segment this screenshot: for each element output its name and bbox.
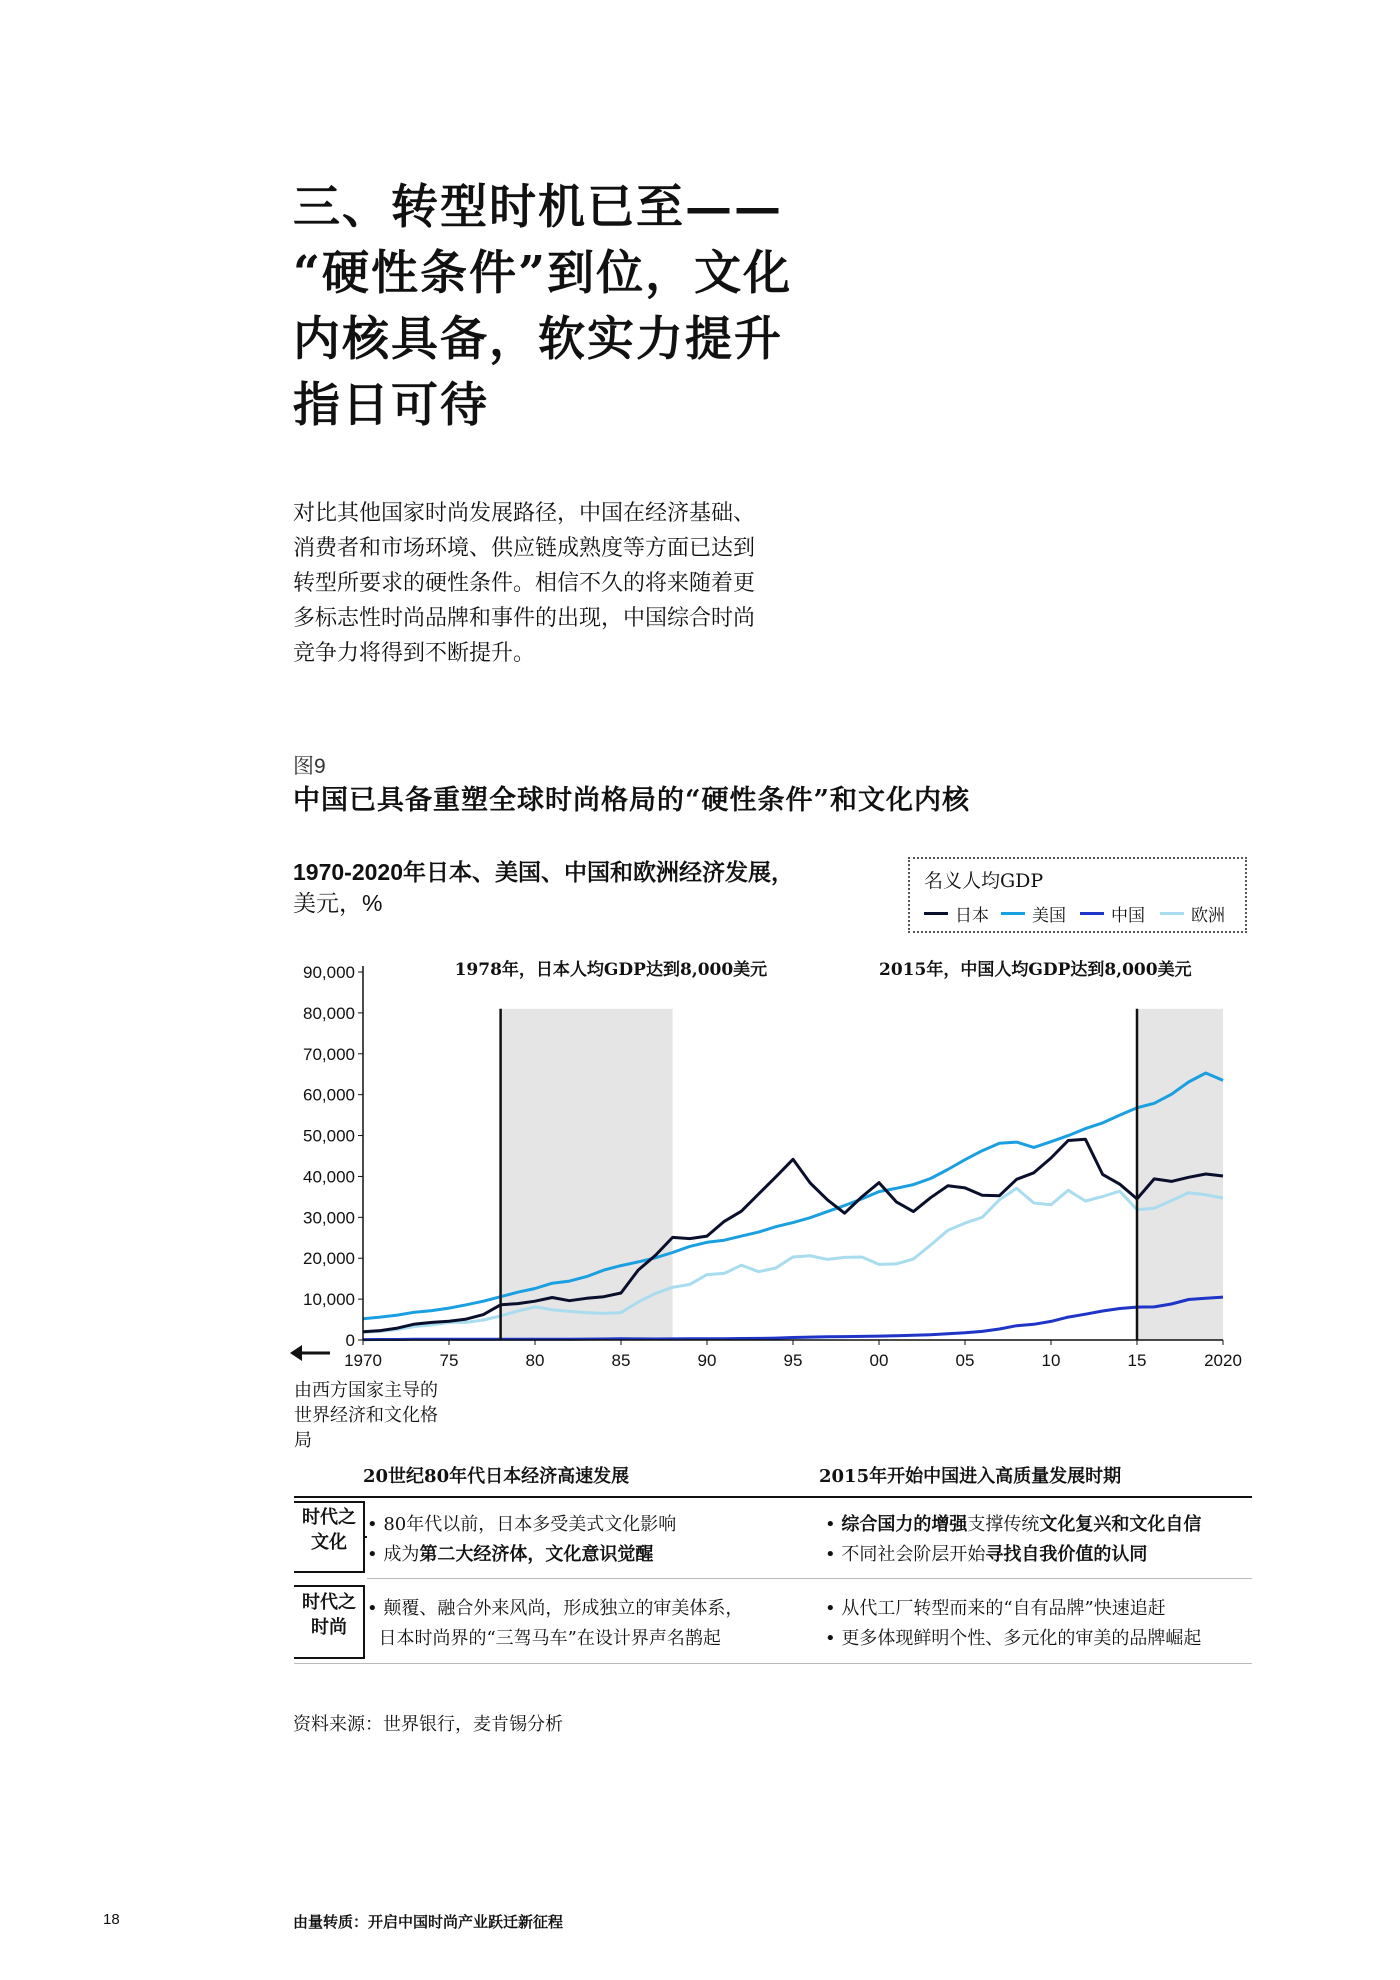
x-tick-label: 75 [439, 1351, 459, 1370]
row-label-line: 时代之 [302, 1592, 356, 1613]
x-tick-label: 10 [1041, 1351, 1061, 1370]
legend-label-europe: 欧洲 [1191, 906, 1225, 926]
x-tick-label: 2020 [1204, 1351, 1242, 1370]
x-tick-label: 15 [1127, 1351, 1147, 1370]
y-tick-label: 90,000 [303, 963, 355, 982]
figure-title: 中国已具备重塑全球时尚格局的“硬性条件”和文化内核 [293, 785, 971, 816]
legend-label-china: 中国 [1111, 906, 1145, 926]
y-tick-label: 80,000 [303, 1003, 355, 1023]
legend-label-usa: 美国 [1032, 906, 1066, 926]
y-tick-label: 40,000 [303, 1167, 355, 1187]
source-note: 资料来源：世界银行，麦肯锡分析 [293, 1714, 563, 1735]
y-tick-label: 30,000 [303, 1208, 355, 1228]
headline-line: 指日可待 [293, 378, 489, 433]
footer-title: 由量转质：开启中国时尚产业跃迁新征程 [293, 1913, 564, 1931]
row-label-line: 文化 [311, 1532, 347, 1553]
bullet-item: • 80年代以前，日本多受美式文化影响 [367, 1514, 677, 1535]
left-arrow-note: 由西方国家主导的世界经济和文化格局 [294, 1380, 438, 1451]
y-tick-label: 70,000 [303, 1044, 355, 1064]
marker-label: 1978年，日本人均GDP达到8,000美元 [454, 960, 768, 980]
y-tick-label: 60,000 [303, 1085, 355, 1105]
headline-line: “硬性条件”到位，文化 [293, 246, 793, 301]
table-header-china: 2015年开始中国进入高质量发展时期 [819, 1466, 1122, 1487]
bullet-item: • 更多体现鲜明个性、多元化的审美的品牌崛起 [825, 1628, 1202, 1649]
x-tick-label: 90 [697, 1351, 717, 1370]
headline-line: 内核具备，软实力提升 [293, 312, 783, 367]
bullet-item: • 不同社会阶层开始寻找自我价值的认同 [825, 1544, 1148, 1565]
chart-subtitle: 美元，% [293, 890, 383, 916]
x-tick-label: 80 [525, 1351, 545, 1370]
x-tick-label: 85 [611, 1351, 631, 1370]
intro-paragraph: 对比其他国家时尚发展路径，中国在经济基础、消费者和市场环境、供应链成熟度等方面已达到转型所要求的硬性条件。相信不久的将来随着更多标志性时尚品牌和事件的出现，中国综合时尚竞争力将得到不断提升。 [293, 501, 756, 666]
culture-bracket [294, 1502, 364, 1572]
bullet-item: • 综合国力的增强支撑传统文化复兴和文化自信 [825, 1514, 1202, 1535]
legend-title: 名义人均GDP [924, 870, 1044, 892]
row-label-line: 时尚 [311, 1617, 347, 1638]
headline-line: 三、转型时机已至—— [293, 180, 783, 235]
bullet-item: • 成为第二大经济体，文化意识觉醒 [367, 1544, 654, 1565]
y-tick-label: 20,000 [303, 1249, 355, 1269]
chart-title-main: 1970-2020年日本、美国、中国和欧洲经济发展， [293, 859, 794, 885]
x-tick-label: 1970 [344, 1351, 382, 1370]
legend-label-japan: 日本 [955, 906, 989, 926]
y-tick-label: 0 [345, 1331, 355, 1350]
marker-label: 2015年，中国人均GDP达到8,000美元 [879, 960, 1192, 980]
row-label-line: 时代之 [302, 1507, 356, 1528]
x-tick-label: 05 [955, 1351, 975, 1370]
bullet-item: • 颠覆、融合外来风尚，形成独立的审美体系， [367, 1598, 744, 1619]
table-header-japan: 20世纪80年代日本经济高速发展 [363, 1466, 630, 1487]
bullet-item: 日本时尚界的“三驾马车”在设计界声名鹊起 [378, 1628, 721, 1649]
figure-label: 图9 [293, 755, 326, 778]
x-tick-label: 00 [869, 1351, 889, 1370]
page-number: 18 [103, 1911, 120, 1928]
fashion-bracket [294, 1586, 364, 1658]
y-tick-label: 10,000 [303, 1290, 355, 1310]
bullet-item: • 从代工厂转型而来的“自有品牌”快速追赶 [825, 1598, 1166, 1619]
x-tick-label: 95 [783, 1351, 803, 1370]
y-tick-label: 50,000 [303, 1126, 355, 1146]
